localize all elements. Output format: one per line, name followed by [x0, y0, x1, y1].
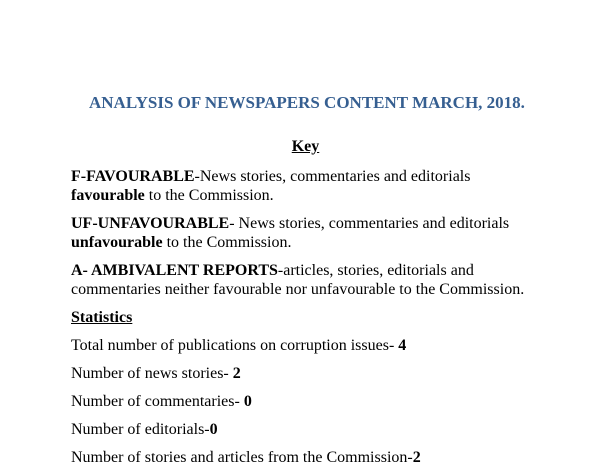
text-run: unfavourable: [71, 234, 163, 251]
text-run: to the Commission.: [144, 187, 274, 204]
statistic-line: [71, 448, 540, 467]
definitions-section: [71, 167, 540, 299]
key-heading: Key: [291, 138, 320, 155]
text-run: 4: [398, 337, 407, 354]
text-run: favourable: [71, 187, 145, 204]
text-run: -News stories, commentaries and editorials: [194, 168, 471, 185]
text-run: Number of news stories-: [71, 365, 233, 382]
text-run: Number of commentaries-: [71, 393, 244, 410]
statistics-section: [71, 336, 540, 467]
statistic-line: [71, 364, 540, 383]
text-run: UF-UNFAVOURABLE: [71, 215, 230, 232]
statistic-line: [71, 336, 540, 355]
definition-paragraph: [71, 167, 540, 205]
text-run: 2: [232, 365, 241, 382]
text-run: to the Commission.: [162, 234, 292, 251]
text-run: F-FAVOURABLE: [71, 168, 195, 185]
document-title: ANALYSIS OF NEWSPAPERS CONTENT MARCH, 2018.: [89, 93, 525, 112]
definition-paragraph: [71, 214, 540, 252]
text-run: - News stories, commentaries and editorials: [229, 215, 510, 232]
definition-paragraph: [71, 261, 540, 299]
statistics-heading: Statistics: [71, 309, 133, 326]
text-run: 0: [209, 421, 218, 438]
text-run: 2: [412, 449, 421, 466]
text-run: A- AMBIVALENT REPORTS: [71, 262, 278, 279]
text-run: Number of stories and articles from the Commission-: [71, 449, 413, 466]
text-run: -articles, stories, editorials and commentaries neither favourable nor unfavourable to the Commission.: [71, 262, 525, 298]
text-run: Number of editorials-: [71, 421, 210, 438]
text-run: 0: [243, 393, 252, 410]
text-run: Total number of publications on corruption issues-: [71, 337, 399, 354]
statistic-line: [71, 392, 540, 411]
statistic-line: [71, 420, 540, 439]
